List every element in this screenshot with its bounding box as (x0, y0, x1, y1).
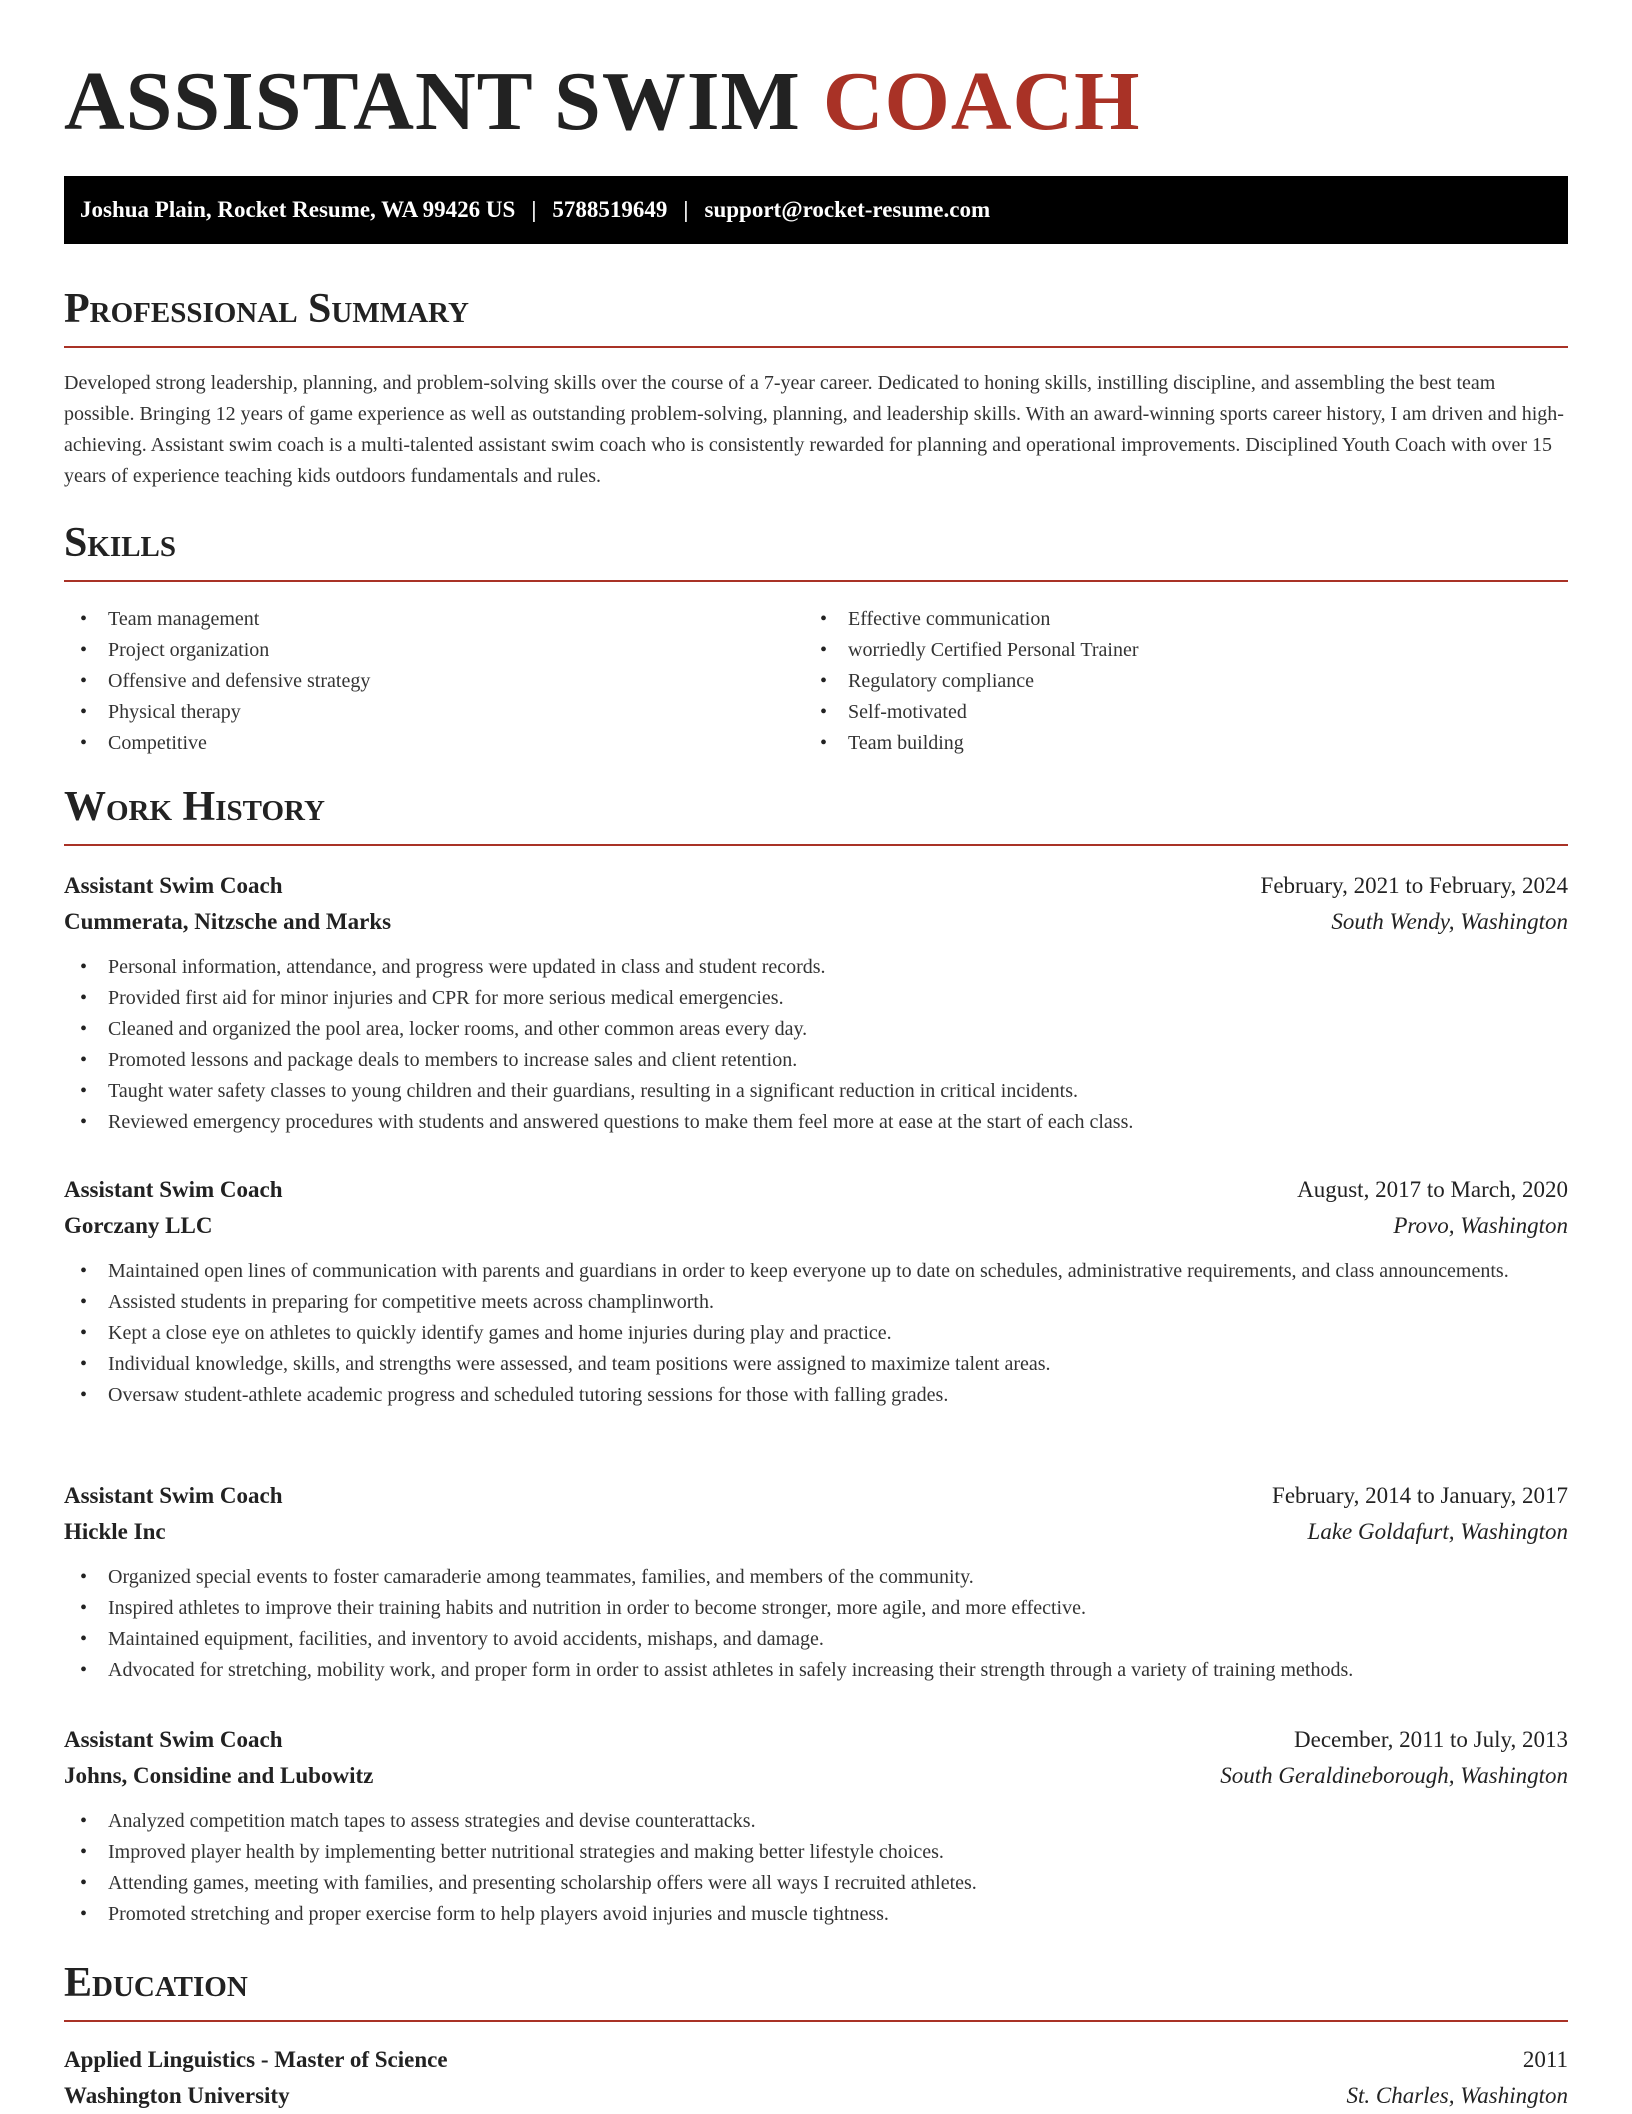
job-dates: February, 2014 to January, 2017 (1272, 1483, 1568, 1508)
job-location: Lake Goldafurt, Washington (1307, 1519, 1568, 1544)
duty-item: • Oversaw student-athlete academic progress and scheduled tutoring sessions for those with falling grades. (64, 1380, 1568, 1411)
skill-item: • Self-motivated (804, 697, 1544, 728)
job-company: Hickle Inc (64, 1519, 166, 1544)
duty-item: • Individual knowledge, skills, and strengths were assessed, and team positions were assigned to maximize talent areas. (64, 1349, 1568, 1380)
contact-separator: | (683, 197, 689, 222)
duty-item: • Maintained equipment, facilities, and inventory to avoid accidents, mishaps, and damage. (64, 1624, 1568, 1655)
duty-item: • Maintained open lines of communication with parents and guardians in order to keep everyone up to date on schedules, administrative requirements, and class announcements. (64, 1256, 1568, 1287)
duty-item: • Inspired athletes to improve their training habits and nutrition in order to become stronger, more agile, and more effective. (64, 1593, 1568, 1624)
job-duties (64, 1256, 1568, 1411)
job-location: South Geraldineborough, Washington (1220, 1763, 1568, 1788)
duty-item: • Cleaned and organized the pool area, locker rooms, and other common areas every day. (64, 1014, 1568, 1045)
job-entry (64, 868, 1568, 1138)
job-duties (64, 952, 1568, 1138)
education-school: Washington University (64, 2083, 290, 2108)
duty-item: • Provided first aid for minor injuries and CPR for more serious medical emergencies. (64, 983, 1568, 1014)
job-company: Gorczany LLC (64, 1213, 213, 1238)
job-entry (64, 1722, 1568, 1930)
skill-item: • Project organization (64, 635, 804, 666)
skill-item: • Competitive (64, 728, 804, 759)
job-title: Assistant Swim Coach (64, 873, 283, 898)
contact-separator: | (531, 197, 537, 222)
job-company: Johns, Considine and Lubowitz (64, 1763, 374, 1788)
skill-item: • Team management (64, 604, 804, 635)
skill-item: • worriedly Certified Personal Trainer (804, 635, 1544, 666)
resume-title (64, 52, 1141, 152)
skill-item: • Offensive and defensive strategy (64, 666, 804, 697)
job-company: Cummerata, Nitzsche and Marks (64, 909, 392, 934)
job-dates: February, 2021 to February, 2024 (1260, 873, 1568, 898)
job-dates: August, 2017 to March, 2020 (1297, 1177, 1568, 1202)
education-location: St. Charles, Washington (1346, 2083, 1568, 2108)
job-entry (64, 1172, 1568, 1411)
education-degree: Applied Linguistics - Master of Science (64, 2047, 448, 2072)
duty-item: • Promoted lessons and package deals to members to increase sales and client retention. (64, 1045, 1568, 1076)
education-year: 2011 (1522, 2047, 1568, 2072)
skill-item: • Effective communication (804, 604, 1544, 635)
summary-text: Developed strong leadership, planning, and problem-solving skills over the course of a 7-year career. Dedicated to honing skills, instilling discipline, and assembling the best team possible. Bringing 12 years of game experience as well as outstanding problem-solving, planning, and leadership skills. With an award-winning sports career history, I am driven and high-achieving. Assistant swim coach is a multi-talented assistant swim coach who is consistently rewarded for planning and operational improvements. Disciplined Youth Coach with over 15 years of experience teaching kids outdoors fundamentals and rules. (64, 372, 1564, 487)
duty-item: • Promoted stretching and proper exercise form to help players avoid injuries and muscle tightness. (64, 1899, 1568, 1930)
duty-item: • Kept a close eye on athletes to quickly identify games and home injuries during play and practice. (64, 1318, 1568, 1349)
contact-bar (64, 176, 1568, 244)
job-duties (64, 1806, 1568, 1930)
duty-item: • Organized special events to foster camaraderie among teammates, families, and members of the community. (64, 1562, 1568, 1593)
duty-item: • Assisted students in preparing for competitive meets across champlinworth. (64, 1287, 1568, 1318)
skills-heading: Skills (64, 518, 1568, 582)
education-heading: Education (64, 1958, 1568, 2022)
duty-item: • Advocated for stretching, mobility work, and proper form in order to assist athletes in safely increasing their strength through a variety of training methods. (64, 1655, 1568, 1686)
skill-item: • Team building (804, 728, 1544, 759)
skill-item: • Physical therapy (64, 697, 804, 728)
duty-item: • Improved player health by implementing better nutritional strategies and making better lifestyle choices. (64, 1837, 1568, 1868)
job-entry (64, 1478, 1568, 1686)
contact-email: support@rocket-resume.com (704, 197, 991, 222)
title-accent: COACH (822, 55, 1141, 148)
job-title: Assistant Swim Coach (64, 1727, 283, 1752)
job-location: South Wendy, Washington (1331, 909, 1568, 934)
job-location: Provo, Washington (1393, 1213, 1568, 1238)
skills-column-right (804, 604, 1544, 759)
summary-heading: Professional Summary (64, 284, 1568, 348)
education-entry (64, 2042, 1568, 2114)
job-title: Assistant Swim Coach (64, 1483, 283, 1508)
work-history-heading: Work History (64, 782, 1568, 846)
contact-phone: 5788519649 (552, 197, 668, 222)
skills-column-left (64, 604, 804, 759)
job-duties (64, 1562, 1568, 1686)
skill-item: • Regulatory compliance (804, 666, 1544, 697)
skills-list (64, 604, 1568, 759)
job-title: Assistant Swim Coach (64, 1177, 283, 1202)
duty-item: • Reviewed emergency procedures with students and answered questions to make them feel more at ease at the start of each class. (64, 1107, 1568, 1138)
job-dates: December, 2011 to July, 2013 (1294, 1727, 1568, 1752)
contact-address: Joshua Plain, Rocket Resume, WA 99426 US (80, 197, 516, 222)
duty-item: • Analyzed competition match tapes to assess strategies and devise counterattacks. (64, 1806, 1568, 1837)
duty-item: • Personal information, attendance, and progress were updated in class and student records. (64, 952, 1568, 983)
title-main: ASSISTANT SWIM (64, 55, 801, 148)
duty-item: • Attending games, meeting with families, and presenting scholarship offers were all ways I recruited athletes. (64, 1868, 1568, 1899)
duty-item: • Taught water safety classes to young children and their guardians, resulting in a significant reduction in critical incidents. (64, 1076, 1568, 1107)
